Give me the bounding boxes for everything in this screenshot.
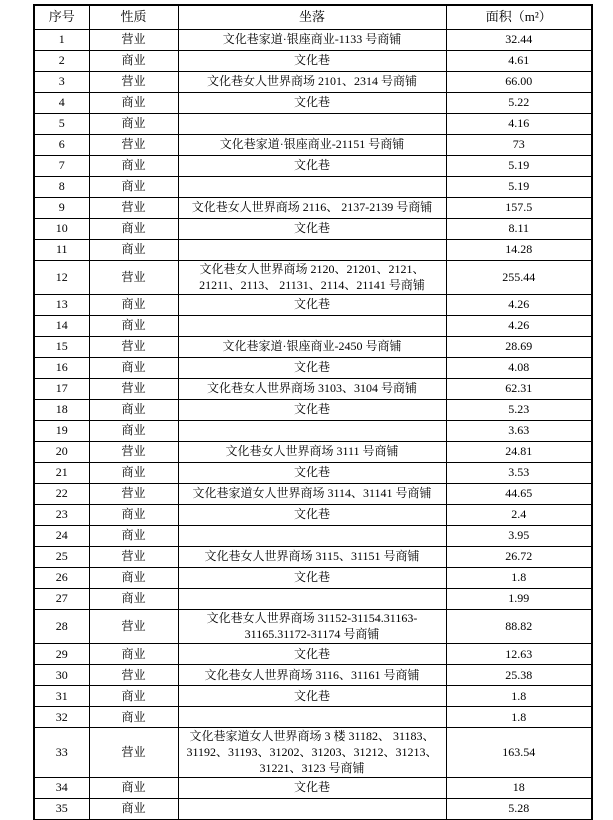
column-header-location: 坐落 — [178, 5, 446, 30]
table-row — [34, 337, 592, 358]
cell-no: 34 — [34, 778, 89, 799]
cell-nature: 营业 — [89, 547, 178, 568]
cell-area: 1.99 — [446, 589, 592, 610]
cell-area: 73 — [446, 135, 592, 156]
cell-no: 19 — [34, 421, 89, 442]
header-row — [34, 5, 592, 30]
cell-area: 3.53 — [446, 463, 592, 484]
cell-area: 32.44 — [446, 30, 592, 51]
table-row — [34, 421, 592, 442]
cell-nature: 商业 — [89, 799, 178, 820]
cell-location: 文化巷女人世界商场 2116、 2137-2139 号商铺 — [178, 198, 446, 219]
table-row — [34, 589, 592, 610]
table-row — [34, 72, 592, 93]
table-row — [34, 316, 592, 337]
cell-nature: 商业 — [89, 644, 178, 665]
cell-location: 文化巷 — [178, 219, 446, 240]
cell-no: 4 — [34, 93, 89, 114]
cell-no: 16 — [34, 358, 89, 379]
cell-area: 4.26 — [446, 295, 592, 316]
cell-no: 24 — [34, 526, 89, 547]
cell-no: 31 — [34, 686, 89, 707]
table-row — [34, 505, 592, 526]
cell-no: 33 — [34, 728, 89, 778]
table-row — [34, 261, 592, 295]
cell-nature: 营业 — [89, 610, 178, 644]
cell-area: 5.19 — [446, 177, 592, 198]
cell-location: 文化巷家道·银座商业-21151 号商铺 — [178, 135, 446, 156]
column-header-no: 序号 — [34, 5, 89, 30]
cell-nature: 商业 — [89, 463, 178, 484]
cell-location: 文化巷 — [178, 51, 446, 72]
table-row — [34, 568, 592, 589]
table-row — [34, 526, 592, 547]
cell-no: 7 — [34, 156, 89, 177]
cell-location — [178, 421, 446, 442]
cell-nature: 营业 — [89, 337, 178, 358]
cell-location: 文化巷 — [178, 358, 446, 379]
cell-location — [178, 114, 446, 135]
table-row — [34, 484, 592, 505]
table-row — [34, 379, 592, 400]
cell-area: 12.63 — [446, 644, 592, 665]
cell-location: 文化巷家道女人世界商场 3114、31141 号商铺 — [178, 484, 446, 505]
cell-area: 255.44 — [446, 261, 592, 295]
cell-nature: 营业 — [89, 484, 178, 505]
cell-no: 1 — [34, 30, 89, 51]
cell-nature: 营业 — [89, 30, 178, 51]
cell-no: 20 — [34, 442, 89, 463]
cell-location: 文化巷 — [178, 568, 446, 589]
cell-location: 文化巷女人世界商场 31152-31154.31163-31165.31172-31174 号商铺 — [178, 610, 446, 644]
cell-area: 28.69 — [446, 337, 592, 358]
table-row — [34, 135, 592, 156]
cell-no: 11 — [34, 240, 89, 261]
cell-nature: 营业 — [89, 135, 178, 156]
table-row — [34, 400, 592, 421]
cell-area: 4.61 — [446, 51, 592, 72]
cell-no: 15 — [34, 337, 89, 358]
cell-nature: 营业 — [89, 379, 178, 400]
cell-area: 163.54 — [446, 728, 592, 778]
cell-location: 文化巷家道·银座商业-1133 号商铺 — [178, 30, 446, 51]
cell-location — [178, 316, 446, 337]
cell-nature: 商业 — [89, 156, 178, 177]
cell-area: 5.28 — [446, 799, 592, 820]
cell-nature: 营业 — [89, 72, 178, 93]
cell-area: 62.31 — [446, 379, 592, 400]
table-row — [34, 177, 592, 198]
cell-area: 1.8 — [446, 707, 592, 728]
cell-location — [178, 589, 446, 610]
cell-nature: 营业 — [89, 728, 178, 778]
cell-no: 27 — [34, 589, 89, 610]
cell-nature: 商业 — [89, 114, 178, 135]
cell-no: 9 — [34, 198, 89, 219]
cell-area: 26.72 — [446, 547, 592, 568]
cell-location: 文化巷家道·银座商业-2450 号商铺 — [178, 337, 446, 358]
cell-no: 32 — [34, 707, 89, 728]
cell-nature: 商业 — [89, 295, 178, 316]
cell-location: 文化巷 — [178, 505, 446, 526]
cell-location: 文化巷 — [178, 93, 446, 114]
cell-location — [178, 526, 446, 547]
table-row — [34, 295, 592, 316]
table-row — [34, 240, 592, 261]
cell-area: 14.28 — [446, 240, 592, 261]
cell-location: 文化巷 — [178, 400, 446, 421]
table-row — [34, 778, 592, 799]
cell-area: 3.63 — [446, 421, 592, 442]
cell-area: 1.8 — [446, 568, 592, 589]
table-body — [34, 30, 592, 820]
cell-area: 4.08 — [446, 358, 592, 379]
cell-area: 5.19 — [446, 156, 592, 177]
cell-location: 文化巷 — [178, 295, 446, 316]
table-row — [34, 665, 592, 686]
cell-nature: 商业 — [89, 568, 178, 589]
cell-no: 2 — [34, 51, 89, 72]
cell-no: 35 — [34, 799, 89, 820]
table-row — [34, 644, 592, 665]
cell-no: 28 — [34, 610, 89, 644]
table-row — [34, 198, 592, 219]
cell-nature: 商业 — [89, 526, 178, 547]
cell-nature: 商业 — [89, 589, 178, 610]
cell-area: 157.5 — [446, 198, 592, 219]
cell-location — [178, 240, 446, 261]
cell-location: 文化巷女人世界商场 3116、31161 号商铺 — [178, 665, 446, 686]
table-row — [34, 463, 592, 484]
table-row — [34, 156, 592, 177]
cell-area: 44.65 — [446, 484, 592, 505]
cell-location: 文化巷女人世界商场 3115、31151 号商铺 — [178, 547, 446, 568]
cell-area: 3.95 — [446, 526, 592, 547]
cell-area: 4.26 — [446, 316, 592, 337]
property-table — [33, 4, 593, 820]
cell-location: 文化巷家道女人世界商场 3 楼 31182、 31183、31192、31193、31202、31203、31212、31213、31221、3123 号商铺 — [178, 728, 446, 778]
cell-nature: 商业 — [89, 505, 178, 526]
cell-nature: 商业 — [89, 51, 178, 72]
cell-area: 2.4 — [446, 505, 592, 526]
cell-location: 文化巷 — [178, 156, 446, 177]
cell-no: 23 — [34, 505, 89, 526]
cell-location — [178, 177, 446, 198]
table-row — [34, 93, 592, 114]
cell-area: 18 — [446, 778, 592, 799]
cell-no: 18 — [34, 400, 89, 421]
cell-no: 25 — [34, 547, 89, 568]
table-row — [34, 610, 592, 644]
cell-location — [178, 799, 446, 820]
cell-no: 17 — [34, 379, 89, 400]
cell-location: 文化巷女人世界商场 2120、21201、2121、21211、2113、 21131、2114、21141 号商铺 — [178, 261, 446, 295]
table-row — [34, 799, 592, 820]
cell-nature: 商业 — [89, 778, 178, 799]
table-row — [34, 219, 592, 240]
column-header-nature: 性质 — [89, 5, 178, 30]
cell-nature: 营业 — [89, 198, 178, 219]
cell-area: 4.16 — [446, 114, 592, 135]
cell-area: 8.11 — [446, 219, 592, 240]
cell-location: 文化巷 — [178, 644, 446, 665]
table-row — [34, 547, 592, 568]
cell-area: 5.23 — [446, 400, 592, 421]
cell-no: 12 — [34, 261, 89, 295]
cell-no: 10 — [34, 219, 89, 240]
cell-location: 文化巷 — [178, 686, 446, 707]
cell-nature: 商业 — [89, 93, 178, 114]
cell-no: 3 — [34, 72, 89, 93]
cell-location: 文化巷女人世界商场 3103、3104 号商铺 — [178, 379, 446, 400]
cell-location — [178, 707, 446, 728]
table-header — [34, 5, 592, 30]
cell-no: 5 — [34, 114, 89, 135]
cell-no: 21 — [34, 463, 89, 484]
cell-nature: 商业 — [89, 219, 178, 240]
cell-area: 25.38 — [446, 665, 592, 686]
cell-nature: 商业 — [89, 686, 178, 707]
cell-area: 1.8 — [446, 686, 592, 707]
cell-no: 22 — [34, 484, 89, 505]
cell-no: 8 — [34, 177, 89, 198]
table-row — [34, 442, 592, 463]
table-row — [34, 114, 592, 135]
cell-area: 66.00 — [446, 72, 592, 93]
table-row — [34, 51, 592, 72]
cell-nature: 商业 — [89, 177, 178, 198]
cell-nature: 商业 — [89, 316, 178, 337]
cell-area: 5.22 — [446, 93, 592, 114]
cell-no: 29 — [34, 644, 89, 665]
cell-location: 文化巷 — [178, 778, 446, 799]
cell-nature: 营业 — [89, 442, 178, 463]
cell-no: 30 — [34, 665, 89, 686]
table-row — [34, 358, 592, 379]
table-row — [34, 707, 592, 728]
cell-location: 文化巷女人世界商场 3111 号商铺 — [178, 442, 446, 463]
column-header-area: 面积（m²） — [446, 5, 592, 30]
table-row — [34, 30, 592, 51]
table-row — [34, 686, 592, 707]
cell-nature: 商业 — [89, 421, 178, 442]
cell-nature: 营业 — [89, 261, 178, 295]
cell-nature: 商业 — [89, 358, 178, 379]
cell-no: 13 — [34, 295, 89, 316]
cell-no: 26 — [34, 568, 89, 589]
cell-area: 24.81 — [446, 442, 592, 463]
cell-nature: 商业 — [89, 240, 178, 261]
cell-location: 文化巷 — [178, 463, 446, 484]
cell-nature: 商业 — [89, 400, 178, 421]
cell-no: 14 — [34, 316, 89, 337]
table-row — [34, 728, 592, 778]
cell-location: 文化巷女人世界商场 2101、2314 号商铺 — [178, 72, 446, 93]
cell-area: 88.82 — [446, 610, 592, 644]
cell-nature: 商业 — [89, 707, 178, 728]
cell-nature: 营业 — [89, 665, 178, 686]
cell-no: 6 — [34, 135, 89, 156]
